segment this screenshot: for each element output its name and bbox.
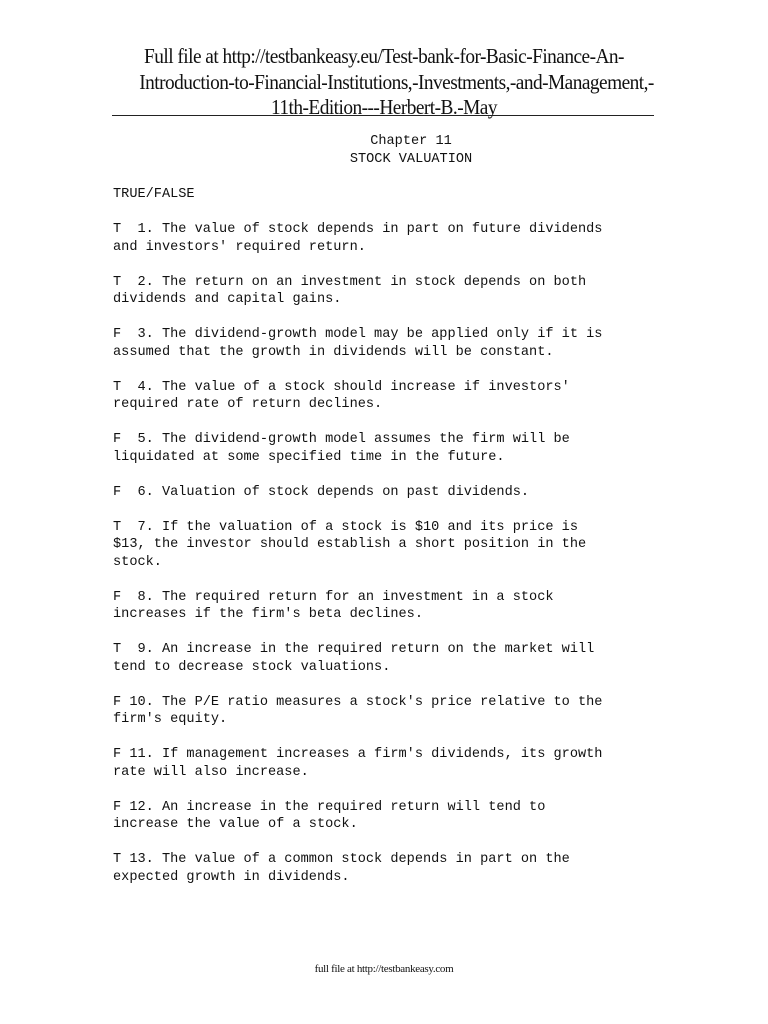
question-list <box>113 221 673 904</box>
chapter-subtitle: STOCK VALUATION <box>349 152 473 167</box>
question-text-line: increase the value of a stock. <box>113 817 358 832</box>
question-text-line: T 13. The value of a common stock depends in part on the <box>113 852 570 867</box>
question-item <box>113 519 673 572</box>
question-item <box>113 326 673 361</box>
question-item <box>113 851 673 886</box>
question-text-line: $13, the investor should establish a short position in the <box>113 537 587 552</box>
question-text-line: and investors' required return. <box>113 239 366 255</box>
question-text-line: stock. <box>113 554 162 570</box>
question-item <box>113 431 673 466</box>
footer-note: full file at http://testbankeasy.com <box>314 963 454 975</box>
question-text-line: assumed that the growth in dividends will be constant. <box>113 344 554 360</box>
header-divider <box>112 115 654 116</box>
question-text-line: dividends and capital gains. <box>113 292 342 307</box>
source-header-line-1: Full file at http://testbankeasy.eu/Test-bank-for-Basic-Finance-An- <box>144 44 624 68</box>
chapter-title: Chapter 11 <box>370 134 452 149</box>
question-item <box>113 641 673 676</box>
question-text-line: required rate of return declines. <box>113 397 383 412</box>
question-item <box>113 221 673 256</box>
question-item <box>113 274 673 309</box>
question-item <box>113 484 673 502</box>
question-text-line: F 12. An increase in the required return will tend to <box>113 799 546 815</box>
question-item <box>113 746 673 781</box>
question-item <box>113 589 673 624</box>
section-heading: TRUE/FALSE <box>113 187 195 202</box>
question-text-line: liquidated at some specified time in the future. <box>113 449 505 465</box>
question-text-line: F 5. The dividend-growth model assumes the firm will be <box>113 432 570 447</box>
question-text-line: F 8. The required return for an investment in a stock <box>113 589 554 605</box>
question-item <box>113 799 673 834</box>
question-text-line: T 7. If the valuation of a stock is $10 and its price is <box>113 519 578 535</box>
source-header-line-2: Introduction-to-Financial-Institutions,-Investments,-and-Management,- <box>139 69 654 94</box>
question-text-line: F 3. The dividend-growth model may be applied only if it is <box>113 327 603 342</box>
question-item <box>113 694 673 729</box>
question-text-line: T 9. An increase in the required return on the market will <box>113 642 595 657</box>
question-text-line: T 4. The value of a stock should increase if investors' <box>113 379 570 395</box>
question-item <box>113 379 673 414</box>
question-text-line: rate will also increase. <box>113 764 309 780</box>
question-text-line: expected growth in dividends. <box>113 869 350 885</box>
question-text-line: T 1. The value of stock depends in part on future dividends <box>113 222 603 237</box>
question-text-line: firm's equity. <box>113 712 228 727</box>
source-header <box>139 44 654 121</box>
question-text-line: F 10. The P/E ratio measures a stock's price relative to the <box>113 694 603 710</box>
question-text-line: increases if the firm's beta declines. <box>113 607 423 622</box>
source-header-line-3: 11th-Edition---Herbert-B.-May <box>271 95 497 119</box>
question-text-line: T 2. The return on an investment in stock depends on both <box>113 274 587 290</box>
question-text-line: F 6. Valuation of stock depends on past dividends. <box>113 484 530 500</box>
question-text-line: tend to decrease stock valuations. <box>113 659 391 675</box>
question-text-line: F 11. If management increases a firm's dividends, its growth <box>113 747 603 762</box>
